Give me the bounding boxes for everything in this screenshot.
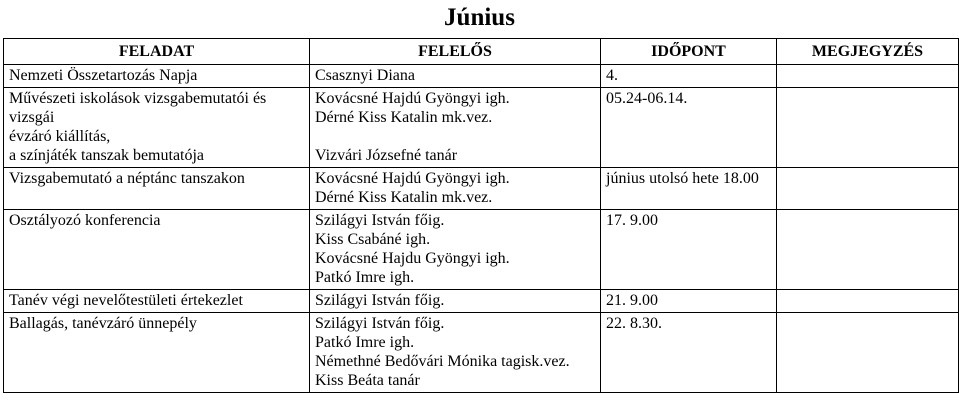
responsible-line: Dérné Kiss Katalin mk.vez. [315,109,493,126]
responsible-line: Patkó Imre igh. [315,334,415,351]
table-row [4,65,959,88]
responsible-line: Vizvári Józsefné tanár [315,147,458,164]
page-title: Június [444,4,515,31]
header-note: MEGJEGYZÉS [777,39,959,65]
note-cell [777,65,959,88]
date-value: 21. 9.00 [606,292,658,309]
responsible-cell [310,168,601,210]
table-row [4,210,959,290]
responsible-line: Némethné Bedővári Mónika tagisk.vez. [315,353,570,370]
task-line: a színjáték tanszak bemutatója [9,147,205,164]
responsible-line: Kovácsné Hajdu Gyöngyi igh. [315,250,510,267]
date-cell [601,313,777,393]
task-cell [4,168,310,210]
task-cell [4,313,310,393]
date-cell [601,65,777,88]
task-line: Tanév végi nevelőtestületi értekezlet [9,292,243,309]
date-value: 22. 8.30. [606,315,662,332]
responsible-line: Kiss Beáta tanár [315,372,420,389]
task-cell [4,65,310,88]
task-line: Nemzeti Összetartozás Napja [9,67,198,84]
date-value: június utolsó hete 18.00 [606,170,759,187]
note-cell [777,88,959,168]
responsible-line: Patkó Imre igh. [315,269,415,286]
header-task: FELADAT [4,39,310,65]
note-cell [777,168,959,210]
date-cell [601,290,777,313]
note-cell [777,290,959,313]
responsible-line: Kovácsné Hajdú Gyöngyi igh. [315,90,510,107]
note-cell [777,313,959,393]
responsible-line: Dérné Kiss Katalin mk.vez. [315,189,493,206]
task-cell [4,210,310,290]
schedule-table [3,38,959,393]
responsible-line: Szilágyi István főig. [315,292,445,309]
table-row [4,313,959,393]
task-line: Ballagás, tanévzáró ünnepély [9,315,197,332]
date-value: 4. [606,67,618,84]
date-value: 05.24-06.14. [606,90,688,107]
responsible-cell [310,290,601,313]
header-row [4,39,959,65]
responsible-line: Csasznyi Diana [315,67,415,84]
responsible-cell [310,88,601,168]
task-line: évzáró kiállítás, [9,128,111,145]
task-line: Művészeti iskolások vizsgabemutatói és vizsgái [9,90,267,126]
responsible-cell [310,65,601,88]
date-cell [601,168,777,210]
table-row [4,168,959,210]
task-line: Osztályozó konferencia [9,212,161,229]
task-line: Vizsgabemutató a néptánc tanszakon [9,170,245,187]
table-row [4,88,959,168]
task-cell [4,290,310,313]
date-cell [601,88,777,168]
date-cell [601,210,777,290]
responsible-cell [310,313,601,393]
blank-line [315,127,595,146]
note-cell [777,210,959,290]
responsible-line: Kovácsné Hajdú Gyöngyi igh. [315,170,510,187]
header-responsible: FELELŐS [310,39,601,65]
responsible-line: Szilágyi István főig. [315,315,445,332]
responsible-cell [310,210,601,290]
task-cell [4,88,310,168]
responsible-line: Kiss Csabáné igh. [315,231,431,248]
table-row [4,290,959,313]
date-value: 17. 9.00 [606,212,658,229]
responsible-line: Szilágyi István főig. [315,212,445,229]
header-date: IDŐPONT [601,39,777,65]
